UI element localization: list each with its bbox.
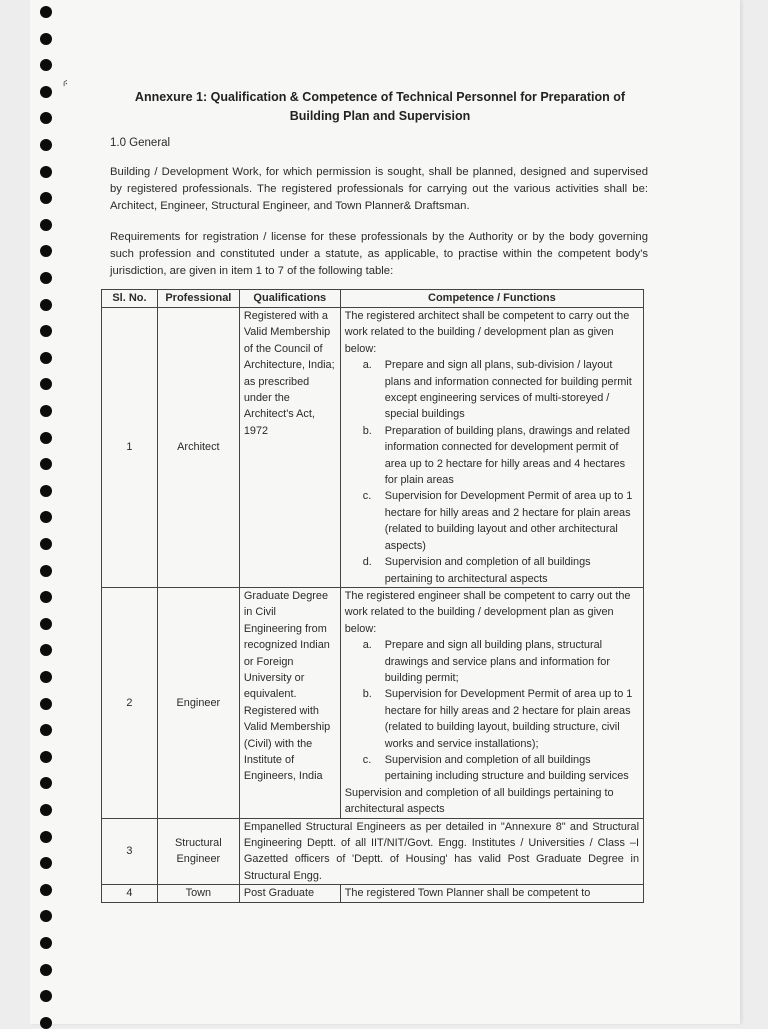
binder-hole <box>40 591 52 603</box>
binder-hole <box>40 272 52 284</box>
header-professional: Professional <box>157 290 239 308</box>
row-qualifications: Registered with a Valid Membership of the Council of Architecture, India; as prescribed under the Architect's Act, 1972 <box>239 308 340 588</box>
row-qualifications: Graduate Degree in Civil Engineering from recognized Indian or Foreign University or equivalent. Registered with Valid Membership (Civil) with the Institute of Engineers, India <box>239 587 340 818</box>
header-competence: Competence / Functions <box>340 290 643 308</box>
binder-hole <box>40 644 52 656</box>
binder-hole <box>40 777 52 789</box>
binder-hole <box>40 192 52 204</box>
binder-hole <box>40 432 52 444</box>
row-professional: Town <box>157 885 239 902</box>
section-heading: 1.0 General <box>110 137 171 149</box>
title-line-1: Annexure 1: Qualification & Competence of Technical Personnel for Preparation of <box>134 90 626 104</box>
competence-list <box>345 357 639 587</box>
binder-hole <box>40 458 52 470</box>
list-item: b. Supervision for Development Permit of area up to 1 hectare for hilly areas and 2 hectare for plain areas (related to building layout, building structure, civil works and service installations); <box>362 688 633 750</box>
competence-intro: The registered engineer shall be competent to carry out the work related to the building / development plan as given below: <box>344 589 631 635</box>
row-professional: Architect <box>157 308 239 588</box>
binder-hole <box>40 804 52 816</box>
row-competence <box>340 308 643 588</box>
row-qualifications: Post Graduate <box>239 885 340 902</box>
competence-intro: The registered architect shall be competent to carry out the work related to the building / development plan as given below: <box>344 310 630 355</box>
header-sl-no: Sl. No. <box>102 290 158 308</box>
binder-hole <box>40 857 52 869</box>
binder-hole <box>40 166 52 178</box>
binder-hole <box>40 299 52 311</box>
list-item: b. Preparation of building plans, drawings and related information connected for development permit of area up to 2 hectare for hilly areas and 4 hectares for plain areas <box>362 424 630 487</box>
list-item: a. Prepare and sign all building plans, structural drawings and service plans and information for building permit; <box>362 639 610 684</box>
binder-hole <box>40 33 52 45</box>
row-competence: The registered Town Planner shall be competent to <box>340 885 643 902</box>
title-line-2: Building Plan and Supervision <box>289 109 471 123</box>
list-item: c. Supervision for Development Permit of area up to 1 hectare for hilly areas and 2 hectare for plain areas (related to building layout and other architectural aspects) <box>362 490 633 552</box>
binder-hole <box>40 378 52 390</box>
competence-list <box>345 637 639 785</box>
binder-hole <box>40 565 52 577</box>
binder-hole <box>40 511 52 523</box>
list-item: c. Supervision and completion of all buildings pertaining including structure and building services <box>362 753 629 783</box>
binder-holes <box>0 0 60 1024</box>
row-sl: 3 <box>102 818 158 885</box>
list-item: a. Prepare and sign all plans, sub-division / layout plans and information connected for building permit except engineering services of multi-storeyed / special buildings <box>362 359 632 421</box>
document-title <box>110 88 650 126</box>
row-merged-description: Empanelled Structural Engineers as per detailed in "Annexure 8" and Structural Engineering Deptt. of all IIT/NIT/Govt. Engg. Institutes / Universities / Class –I Gazetted officers of 'Deptt. of Housing' has valid Post Graduate Degree in Structural Engg. <box>239 818 643 885</box>
binder-hole <box>40 86 52 98</box>
binder-hole <box>40 831 52 843</box>
binder-hole <box>40 405 52 417</box>
binder-hole <box>40 937 52 949</box>
binder-hole <box>40 910 52 922</box>
row-sl: 4 <box>102 885 158 902</box>
binder-hole <box>40 618 52 630</box>
table-row <box>102 885 644 902</box>
table-header-row <box>102 290 644 308</box>
binder-hole <box>40 671 52 683</box>
binder-hole <box>40 990 52 1002</box>
binder-hole <box>40 724 52 736</box>
binder-hole <box>40 6 52 18</box>
binder-hole <box>40 112 52 124</box>
binder-hole <box>40 964 52 976</box>
paragraph-general: Building / Development Work, for which permission is sought, shall be planned, designed and supervised by registered professionals. The registered professionals for carrying out the various activities shall be: Architect, Engineer, Structural Engineer, and Town Planner& Draftsman. <box>110 166 648 212</box>
binder-hole <box>40 751 52 763</box>
binder-hole <box>40 698 52 710</box>
table-row <box>102 308 644 588</box>
list-item: d. Supervision and completion of all buildings pertaining to architectural aspects <box>362 556 591 585</box>
row-professional: Engineer <box>157 587 239 818</box>
row-sl: 2 <box>102 587 158 818</box>
row-professional: Structural Engineer <box>157 818 239 885</box>
table-row <box>102 818 644 885</box>
binder-hole <box>40 219 52 231</box>
pen-mark: ⸄ <box>62 77 69 93</box>
binder-hole <box>40 485 52 497</box>
binder-hole <box>40 884 52 896</box>
binder-hole <box>40 1017 52 1029</box>
binder-hole <box>40 139 52 151</box>
header-qualifications: Qualifications <box>239 290 340 308</box>
paragraph-requirements: Requirements for registration / license for these professionals by the Authority or by the body governing such profession and constituted under a statute, as applicable, to practise within the competent body's jurisdiction, are given in item 1 to 7 of the following table: <box>110 231 648 277</box>
row-sl: 1 <box>102 308 158 588</box>
competence-outro: Supervision and completion of all buildings pertaining to architectural aspects <box>344 786 614 816</box>
table-row <box>102 587 644 818</box>
row-competence <box>340 587 643 818</box>
binder-hole <box>40 325 52 337</box>
binder-hole <box>40 245 52 257</box>
qualification-table <box>101 289 644 903</box>
binder-hole <box>40 59 52 71</box>
binder-hole <box>40 538 52 550</box>
binder-hole <box>40 352 52 364</box>
